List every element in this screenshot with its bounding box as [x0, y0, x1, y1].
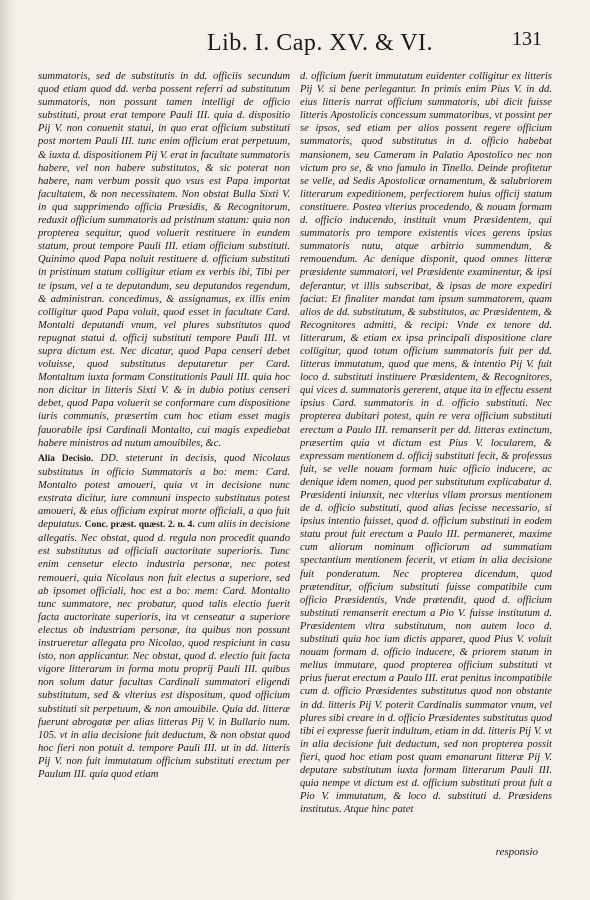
page-header: [38, 30, 552, 64]
left-column: [38, 70, 290, 816]
right-paragraph-1: d. officium fuerit immutatum euidenter colligitur ex litteris Pij V. si bene perlegantur. In primis enim Pius V. in dd. eius litteris narrat officium summatoris, ubi dicit fuisse litteris Apostolicis concessum summatoribus, vt possint per se ipsos, sed etiam per alios possent regere officium summatoris, quod substitutus in d. officio habebat mansionem, seu Cameram in Palatio Apostolico nec non victum pro se, & vno famulo in Tinello. Deinde profitetur se velle, ad Sedis Apostolicæ ornamentum, & salubriorem litterarum expeditionem, perfectiorem huius officij statum constituere. Postea vlterius procedendo, & nouam formam d. officio inducendo, instituit vnum Præsidentem, qui summatoris pro tempore existentis vices gerens ipsius summatoris nutu, atque arbitrio summendum, & remouendum. Ac denique disponit, quod omnes litteræ præsidente summatori, vel Præsidente examinentur, & ipsi deferantur, vt illis subscribat, & ipsas de more expediri faciat: Et finaliter mandat tam ipsum summatorem, quam alios de dd. substitutum, & substitutos, ac Præsidentem, & Recognitores admitti, & recipi: Vnde ex tenore dd. litterarum, & etiam ex ipsa principali dispositione clare colligitur, quod totum officium summatoris fuit per dd. litteras immutatum, quod que mens, & intentio Pij V. fuit loco d. substituti instituere Præsidentem, & Recognitores, qui vices d. summatoris gererent, atque ita in effectu essent ipsius Card. summatoris in d. officio substituti. Nec propterea dubitari potest, quin re vera officium substituti erectum a Paulo III. remanserit per dd. litteras extinctum, præsertim quia vt dictum est Pius V. locularem, & expressam mentionem d. officij substituti fecit, & professus fuit, se velle nouam formam huic officio inducere, ac denique idem nomen, quod per substitutum explicabatur d. Præsidenti iniunxit, nec vlterius vllam prorsus mentionem de d. officio substituti, quod alias fecisse necessario, si ipsius intentio fuisset, quod d. officium substituti in eodem statu prout fuit erectum a Paulo III. permaneret, maxime cum aliorum nominum officiorum ad summatiam spectantium mentionem fecerit, vt etiam in alia decisione fuit ponderatum. Nec propterea dicendum, quod prætenditur, officium substituti fuisse compatibile cum officio Præsidentis, Vnde prætendit, quod d. officium substituti remanserit erectum a Pio V. fuisse institutum d. Præsidentem vltra substitutum, non autem loco d. substituti quia hoc iam dictis apparet, quod Pius V. voluit nouam formam d. officio inducere, & priorem statum in melius immutare, quod propterea officium substituti vt prius fuerat erectum a Paulo III. erat penitus incompatibile cum d. officio Præsidentes substitutus quod non obstante in dd. litteris Pij V. poterit Cardinalis summator vnum, vel plures sibi creare in d. officio Præsidentes substitutus quod tibi ei expresse fuerit indultum, etiam in dd. litteris Pij V. vt in alia decisione fuit deductum, sed non propterea possit fieri, quod hoc etiam post quam emanarunt litteræ Pij V. deputare substitutum iuxta formam litterarum Pauli III. quia nempe vt dictum est d. officium substituti prout fuit a Pio V. immutatum, & loco d. substituti d. Præsidens institutus. Atque hinc patet: [300, 71, 552, 816]
left-paragraph-2: [38, 452, 290, 781]
side-note-citation: Conc. præst. quæst. 2. n. 4.: [84, 520, 195, 531]
left-paragraph-1: summatoris, sed de substitutis in dd. officiis secundum quod etiam quod dd. verba possent referri ad substitutum summatoris, non possunt tamen intelligi de officio substituti, prout erat tempore Pauli III. quia d. dispositio Pij V. non conuenit statui, in quo erat officium substituti post mortem Pauli III. tunc enim officium erat perpetuum, & iuxta d. dispositionem Pij V. erat in facultate summatoris habere, vel non habere substitutos, & sic poterat non habere, nam verbum possit quo vsus est Papa importat facultatem, & non necessitatem. Non obstat Bulla Sixti V. in qua supprimendo officia Præsidis, & Recognitorum, reduxit officium summatoris ad pristinum statum: quia non propterea sequitur, quod voluerit restituere in eundem statum, prout tempore Pauli III. etiam officium substituti. Quinimo quod Papa noluit restituere d. officium substituti in pristinum statum colligitur etiam ex verbis ibi, Tibi per te ipsum, vel a te deputandum, seu deputandos regendum, & administran. concedimus, & assignamus, ex illis enim colligitur quod Papa voluit, quod esset in facultate Card. Montalti deputandi vnum, vel plures substitutos quod repugnat statui d. officij substituti tempore Pauli III. vt supra dictum est. Nec dicatur, quod Papa censeri debet voluisse, quod substitutus deputaretur per Card. Montaltum iuxta formam Constitutionis Pauli III. quia hoc non dicitur in litteris Sixti V. & in dubio potius censeri debet, quod Papa voluerit se conformare cum dispositione iuris communis, præsertim cum hoc etiam esset magis fauorabile ipsi Cardinali Montalto, cui magis expediebat habere ministros ad nutum amouibiles, &c.: [38, 71, 290, 449]
left-paragraph-3-text: cum aliis in decisione allegatis. Nec obstat, quod d. regula non procedit quando est substitutus ad officiali auctoritate superioris. Tunc enim censetur electo industria personæ, nec potest remoueri, quia Nicolaus non fuit electus a superiore, sed ab ipsomet officiali, hoc est a bo: mem: Card. Montalto tunc summatore, nec probatur, quod talis electio fuerit facta auctoritate superioris, ita vt censeatur a superiore electus ob industriam personæ, ita quibus non possunt instrueretur allegata pro Nicolao, quod respiciunt in casu isto, non applicantur. Nec obstat, quod d. electio fuit facta vigore litterarum in forma motu proprij Pauli III. quibus non solum datur facultas Cardinali summatori eligendi substitutum, sed & vlterius est dispositum, quod officium substituti sit perpetuum, & non amouibile. Quia dd. litteræ fuerunt abrogatæ per alias litteras Pij V. in Bullario num. 105. vt in alia decisione fuit deductum, & non obstat quod hoc fieri non potuit d. tempore Pauli III. ut in dd. litteris Pij V. non fuit immutatum officium substituti erectum per Paulum III. quia quod etiam: [38, 519, 291, 780]
left-paragraph-2-text: DD. steterunt in decisis, quod Nicolaus substitutus in officio Summatoris a bo: mem: Card. Montalto potest amoueri, quia vt in decisione nunc exstrata dicitur, iure communi inspecto substitutus potest amoueri, & eius officium expirat morte officiali, a quo fuit deputatus.: [38, 452, 290, 531]
catchword: responsio: [495, 846, 538, 858]
text-columns: [38, 70, 552, 816]
binding-gutter: [0, 0, 16, 900]
page-number: 131: [512, 28, 542, 50]
running-title: Lib. I. Cap. XV. & VI.: [206, 30, 434, 56]
side-note-alia-decisio: Alia Decisio.: [38, 453, 94, 464]
right-column: [300, 70, 552, 816]
